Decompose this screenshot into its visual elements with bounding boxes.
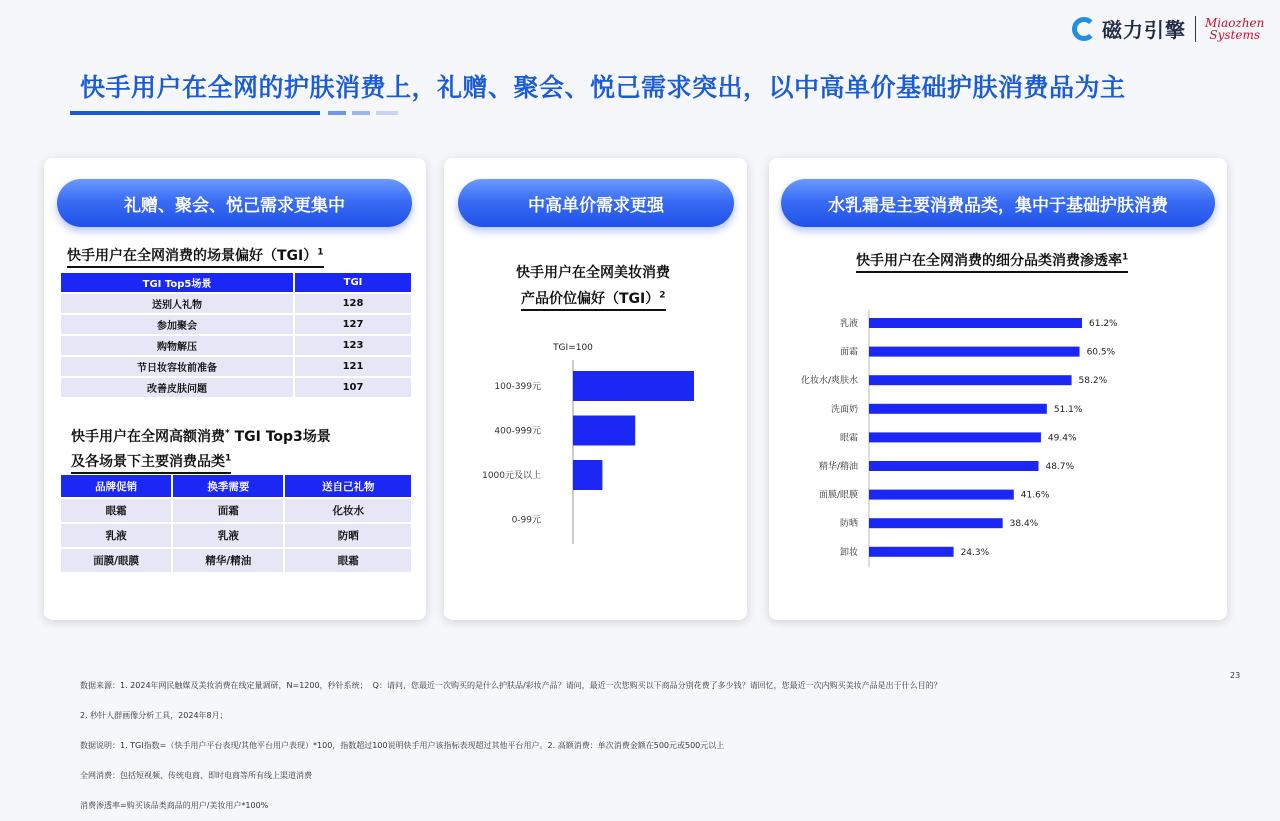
table-row: 乳液 乳液 防晒 bbox=[61, 524, 411, 547]
table-header: TGI Top5场景 bbox=[61, 273, 293, 292]
logo-divider bbox=[1195, 16, 1196, 42]
bar bbox=[869, 490, 1014, 500]
data-label: 38.4% bbox=[1009, 519, 1039, 530]
scene-tgi-table bbox=[59, 271, 413, 399]
bar bbox=[869, 318, 1082, 328]
page-number: 23 bbox=[1230, 671, 1241, 680]
footnotes: 数据来源：1. 2024年网民触媒及美妆消费在线定量调研，N=1200，秒针系统； Q：请问，您最近一次购买的是什么护肤品/彩妆产品？请问，最近一次您购买以下商品分别花费了多少钱？请回忆，您最近一次内购买美妆产品是出于什么目的？ 2. 秒针人群画像分析工具，2024年8月； 数据说明：1. TGI指数=（快手用户平台表现/其他平台用户表现）*100，指数超过100说明快手用户该指标表现超过其他平台用户。2. 高额消费：单次消费金额在500元或500元以上 全网消费：包括短视频、传统电商、即时电商等所有线上渠道消费 消费渗透率=购买该品类商品的用户/美妆用户*100% bbox=[80, 681, 942, 810]
title-underline bbox=[70, 111, 320, 115]
bar bbox=[869, 547, 954, 557]
table-header: 换季需要 bbox=[173, 475, 283, 497]
data-label: 49.4% bbox=[1047, 433, 1077, 444]
table-row: 面膜/眼膜 精华/精油 眼霜 bbox=[61, 549, 411, 572]
title-underline-dash bbox=[376, 111, 398, 115]
baseline-annotation: TGI=100 bbox=[553, 343, 593, 353]
logo-en: Miaozhen Systems bbox=[1205, 15, 1265, 42]
middle-subtitle-line1: 快手用户在全网美妆消费 bbox=[516, 265, 670, 281]
data-label: 51.1% bbox=[1053, 404, 1083, 415]
title-underline-dash bbox=[328, 111, 346, 115]
right-subtitle: 快手用户在全网消费的细分品类消费渗透率$^1$ bbox=[856, 250, 1128, 273]
middle-subtitle-line2: 产品价位偏好（TGI）$^2$ bbox=[521, 288, 666, 311]
category-label: 乳液 bbox=[839, 319, 858, 329]
table-row: 节日妆容妆前准备 121 bbox=[61, 357, 411, 376]
left-subtitle-2-line1: 快手用户在全网高额消费* TGI Top3场景 bbox=[71, 428, 331, 445]
bar bbox=[869, 432, 1041, 442]
table-header: TGI bbox=[295, 273, 411, 292]
right-pill: 水乳霜是主要消费品类，集中于基础护肤消费 bbox=[781, 179, 1215, 227]
table-header: 送自己礼物 bbox=[285, 475, 411, 497]
left-pill: 礼赠、聚会、悦己需求更集中 bbox=[57, 179, 412, 227]
data-label: 61.2% bbox=[1089, 319, 1118, 329]
category-label: 精华/精油 bbox=[818, 462, 858, 472]
category-label: 面膜/眼膜 bbox=[818, 490, 858, 501]
data-label: 24.3% bbox=[960, 547, 990, 558]
category-label: 防晒 bbox=[839, 519, 858, 530]
middle-pill: 中高单价需求更强 bbox=[458, 179, 734, 227]
bar bbox=[573, 371, 694, 401]
data-label: 58.2% bbox=[1078, 376, 1108, 387]
category-label: 1000元及以上 bbox=[482, 471, 541, 481]
bar bbox=[869, 375, 1072, 385]
page-title: 快手用户在全网的护肤消费上，礼赠、聚会、悦己需求突出，以中高单价基础护肤消费品为主 bbox=[80, 73, 1126, 102]
category-label: 400-999元 bbox=[494, 426, 541, 437]
table-row: 购物解压 123 bbox=[61, 336, 411, 355]
price-tgi-chart bbox=[444, 330, 747, 550]
title-underline-dash bbox=[352, 111, 370, 115]
category-label: 化妆水/爽肤水 bbox=[800, 376, 858, 387]
penetration-chart bbox=[769, 300, 1227, 570]
bar bbox=[573, 460, 602, 490]
category-label: 0-99元 bbox=[511, 515, 541, 526]
bar bbox=[869, 518, 1003, 528]
bar bbox=[573, 416, 635, 446]
bar bbox=[869, 404, 1047, 414]
table-row: 参加聚会 127 bbox=[61, 315, 411, 334]
table-row: 改善皮肤问题 107 bbox=[61, 378, 411, 397]
left-subtitle-1: 快手用户在全网消费的场景偏好（TGI）$^1$ bbox=[67, 245, 324, 268]
brand-logo bbox=[1072, 14, 1264, 43]
category-table bbox=[59, 473, 413, 574]
bar bbox=[869, 461, 1038, 471]
logo-mark-icon bbox=[1072, 17, 1096, 41]
data-label: 48.7% bbox=[1045, 462, 1075, 472]
table-header: 品牌促销 bbox=[61, 475, 171, 497]
category-label: 卸妆 bbox=[839, 547, 858, 558]
data-label: 60.5% bbox=[1086, 347, 1116, 358]
table-row: 眼霜 面霜 化妆水 bbox=[61, 499, 411, 522]
left-subtitle-2-line2: 及各场景下主要消费品类$^1$ bbox=[71, 451, 231, 474]
bar bbox=[869, 347, 1080, 357]
category-label: 面霜 bbox=[839, 347, 858, 358]
category-label: 洗面奶 bbox=[830, 404, 858, 415]
data-label: 41.6% bbox=[1020, 490, 1050, 501]
logo-text: 磁力引擎 bbox=[1102, 18, 1186, 42]
category-label: 100-399元 bbox=[494, 382, 541, 392]
table-row: 送别人礼物 128 bbox=[61, 294, 411, 313]
category-label: 眼霜 bbox=[839, 433, 858, 444]
